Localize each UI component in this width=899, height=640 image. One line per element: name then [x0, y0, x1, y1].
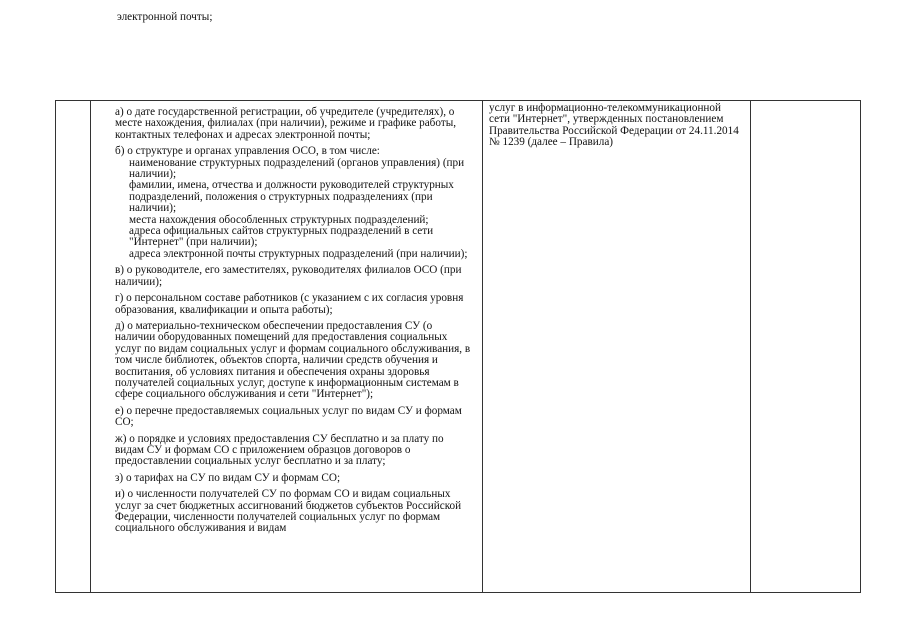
notes-cell	[751, 101, 861, 593]
item-a: а) о дате государственной регистрации, об учредителе (учредителях), о месте нахождения, филиалах (при наличии), режиме и графике работы, контактных телефонах и адресах электронной почты;	[115, 106, 457, 141]
item-e: е) о перечне предоставляемых социальных услуг по видам СУ и формам СО;	[115, 404, 462, 429]
item-b-sub: адреса электронной почты структурных подразделений (при наличии);	[129, 247, 468, 260]
basis-text: услуг в информационно-телекоммуникационной сети "Интернет", утвержденных постановлением Правительства Российской Федерации от 24.11.2014 № 1239 (далее – Правила)	[489, 102, 739, 149]
carryover-text: электронной почты;	[117, 11, 213, 23]
requirements-cell	[91, 101, 483, 593]
table-row	[56, 101, 861, 593]
number-cell	[56, 101, 91, 593]
item-b-sub: места нахождения обособленных структурных подразделений;	[129, 213, 429, 226]
item-b-group	[115, 146, 474, 260]
item-b-head: б) о структуре и органах управления ОСО, в том числе:	[115, 145, 380, 158]
item-v: в) о руководителе, его заместителях, руководителях филиалов ОСО (при наличии);	[115, 264, 462, 288]
item-zh: ж) о порядке и условиях предоставления СУ бесплатно и за плату по видам СУ и формам СО с приложением образцов договоров о предоставлении социальных услуг бесплатно и за плату;	[115, 432, 444, 468]
item-b-sub: наименование структурных подразделений (органов управления) (при наличии);	[129, 156, 465, 181]
item-g: г) о персональном составе работников (с указанием с их согласия уровня образования, квалификации и опыта работы);	[115, 292, 464, 316]
item-b-sub: адреса официальных сайтов структурных подразделений в сети "Интернет" (при наличии);	[129, 225, 434, 249]
basis-cell	[483, 101, 751, 593]
item-z: з) о тарифах на СУ по видам СУ и формам СО;	[115, 471, 341, 484]
item-i: и) о численности получателей СУ по формам СО и видам социальных услуг за счет бюджетных ассигнований бюджетов субъектов Российской Федерации, численности получателей социальных услуг по формам социального обслуживания и видам	[115, 488, 462, 535]
item-d: д) о материально-техническом обеспечении предоставления СУ (о наличии оборудованных помещений для предоставления социальных услуг по видам социальных услуг и формам социального обслуживания, в том числе библиотек, объектов спорта, наличии средств обучения и воспитания, об условиях питания и обеспечения охраны здоровья получателей социальных услуг, доступе к информационным системам в сфере социального обслуживания и сети "Интернет");	[115, 319, 471, 401]
document-table	[55, 100, 861, 593]
item-b-sub: фамилии, имена, отчества и должности руководителей структурных подразделений, положения о структурных подразделениях (при наличии);	[129, 179, 454, 215]
